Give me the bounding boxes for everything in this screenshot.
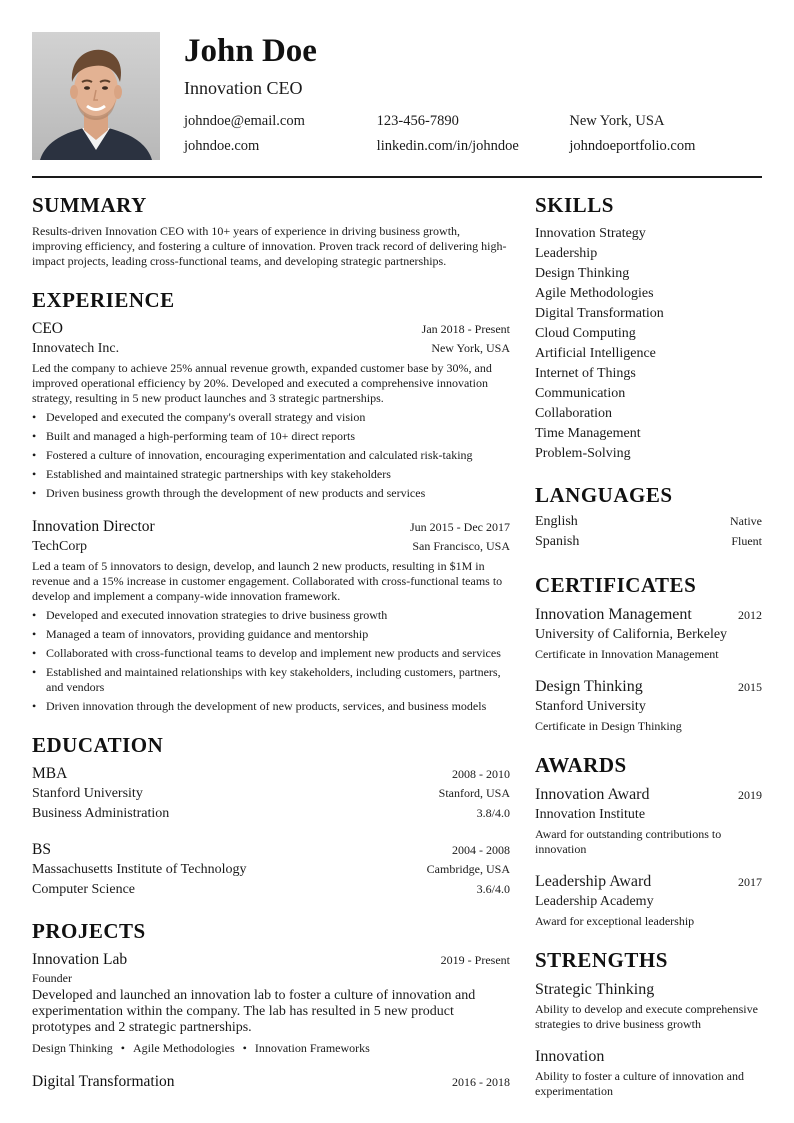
list-item: • Fostered a culture of innovation, encouraging experimentation and calculated risk-taking bbox=[32, 448, 510, 463]
section-title: SKILLS bbox=[535, 193, 614, 217]
section-title: LANGUAGES bbox=[535, 483, 673, 507]
project-name: Innovation Lab bbox=[32, 951, 128, 968]
skill-item: Collaboration bbox=[535, 406, 612, 421]
experience-entry bbox=[32, 517, 510, 714]
award-name: Leadership Award bbox=[535, 873, 652, 890]
list-item: • Managed a team of innovators, providing guidance and mentorship bbox=[32, 627, 510, 642]
project-tags bbox=[32, 1040, 510, 1056]
language-name: Spanish bbox=[535, 534, 580, 549]
certificate-entry bbox=[535, 604, 762, 662]
list-item: • Developed and executed innovation strategies to drive business growth bbox=[32, 608, 510, 623]
field-of-study: Business Administration bbox=[32, 806, 170, 821]
education-dates: 2008 - 2010 bbox=[452, 767, 510, 781]
languages-section bbox=[535, 482, 762, 554]
award-description: Award for exceptional leadership bbox=[535, 914, 695, 928]
certificate-name: Design Thinking bbox=[535, 678, 643, 695]
section-title: EDUCATION bbox=[32, 733, 164, 757]
list-item: • Established and maintained strategic partnerships with key stakeholders bbox=[32, 467, 510, 482]
job-description: Led the company to achieve 25% annual revenue growth, expanded customer base by 30%, and improved operational efficiency by 20%. Developed and executed a comprehensive innovation strategy, resulting in 5 new product launches and 3 strategic partnerships. bbox=[32, 361, 492, 405]
project-entry bbox=[32, 950, 510, 1056]
company-name: TechCorp bbox=[32, 539, 88, 554]
skill-item: Internet of Things bbox=[535, 366, 636, 381]
website-link[interactable]: johndoe.com bbox=[184, 138, 260, 154]
certificates-section bbox=[535, 572, 762, 734]
strength-name: Innovation bbox=[535, 1048, 605, 1065]
candidate-name: John Doe bbox=[184, 33, 317, 69]
experience-entry bbox=[32, 319, 510, 501]
email-link[interactable]: johndoe@email.com bbox=[184, 113, 305, 129]
strength-description: Ability to foster a culture of innovation and experimentation bbox=[535, 1069, 744, 1098]
job-description: Led a team of 5 innovators to design, develop, and launch 2 new products, resulting in $1M in revenue and a 15% increase in customer engagement. Collaborated with cross-functional teams to develop and implement a company-wide innovation framework. bbox=[32, 559, 503, 603]
field-of-study: Computer Science bbox=[32, 882, 136, 897]
strength-name: Strategic Thinking bbox=[535, 981, 655, 998]
project-entry bbox=[32, 1072, 510, 1092]
certificate-year: 2012 bbox=[738, 608, 762, 622]
section-title: SUMMARY bbox=[32, 193, 147, 217]
section-title: CERTIFICATES bbox=[535, 573, 697, 597]
strength-entry bbox=[535, 979, 762, 1032]
right-column bbox=[535, 192, 762, 1117]
job-dates: Jan 2018 - Present bbox=[421, 322, 510, 336]
location-text: New York, USA bbox=[569, 113, 665, 129]
award-year: 2017 bbox=[738, 875, 762, 889]
skill-item: Leadership bbox=[535, 246, 598, 261]
job-location: New York, USA bbox=[431, 341, 510, 355]
language-item bbox=[535, 534, 762, 554]
gpa-value: 3.6/4.0 bbox=[476, 882, 510, 896]
portrait-illustration bbox=[32, 32, 160, 160]
school-location: Stanford, USA bbox=[438, 786, 510, 800]
achievement-list bbox=[32, 410, 510, 501]
language-item bbox=[535, 514, 762, 534]
achievement-list bbox=[32, 608, 510, 714]
resume-header bbox=[32, 32, 762, 160]
skill-item: Problem-Solving bbox=[535, 446, 631, 461]
school-name: Massachusetts Institute of Technology bbox=[32, 862, 247, 877]
projects-section bbox=[32, 918, 510, 1092]
linkedin-link[interactable]: linkedin.com/in/johndoe bbox=[376, 138, 519, 154]
project-name: Digital Transformation bbox=[32, 1073, 175, 1090]
summary-section bbox=[32, 192, 510, 269]
language-name: English bbox=[535, 514, 578, 529]
tag: Innovation Frameworks bbox=[254, 1041, 370, 1055]
portfolio-link[interactable]: johndoeportfolio.com bbox=[569, 138, 696, 154]
job-location: San Francisco, USA bbox=[412, 539, 510, 553]
job-title: CEO bbox=[32, 320, 63, 337]
skill-item: Communication bbox=[535, 386, 626, 401]
certificate-issuer: Stanford University bbox=[535, 699, 646, 714]
list-item: • Established and maintained relationships with key stakeholders, including customers, partners, and vendors bbox=[32, 665, 510, 695]
award-year: 2019 bbox=[738, 788, 762, 802]
skills-section bbox=[535, 192, 762, 464]
left-column bbox=[32, 192, 510, 1110]
project-dates: 2016 - 2018 bbox=[452, 1075, 510, 1089]
profile-photo bbox=[32, 32, 160, 160]
education-entry bbox=[32, 764, 510, 824]
skill-item: Time Management bbox=[535, 426, 641, 441]
phone-number[interactable]: 123-456-7890 bbox=[376, 113, 459, 129]
job-title: Innovation Director bbox=[32, 518, 155, 535]
list-item: • Developed and executed the company's overall strategy and vision bbox=[32, 410, 510, 425]
gpa-value: 3.8/4.0 bbox=[476, 806, 510, 820]
candidate-role: Innovation CEO bbox=[184, 78, 303, 98]
award-description: Award for outstanding contributions to innovation bbox=[535, 827, 722, 856]
tag: Design Thinking bbox=[32, 1041, 113, 1055]
section-title: EXPERIENCE bbox=[32, 288, 175, 312]
language-level: Native bbox=[730, 514, 762, 528]
list-item: • Built and managed a high-performing team of 10+ direct reports bbox=[32, 429, 510, 444]
education-section bbox=[32, 732, 510, 900]
tag-separator: • bbox=[120, 1041, 125, 1055]
strength-entry bbox=[535, 1046, 762, 1099]
certificate-description: Certificate in Design Thinking bbox=[535, 719, 682, 733]
tag-separator: • bbox=[242, 1041, 247, 1055]
award-entry bbox=[535, 871, 762, 929]
skill-item: Innovation Strategy bbox=[535, 226, 646, 241]
job-dates: Jun 2015 - Dec 2017 bbox=[410, 520, 510, 534]
tag: Agile Methodologies bbox=[132, 1041, 235, 1055]
award-issuer: Innovation Institute bbox=[535, 807, 646, 822]
section-title: PROJECTS bbox=[32, 919, 146, 943]
summary-text: Results-driven Innovation CEO with 10+ years of experience in driving business growth, improving efficiency, and fostering a culture of innovation. Proven track record of delivering high-impact projects, leading cross-functional teams, and developing strategic partnerships. bbox=[32, 224, 507, 268]
award-issuer: Leadership Academy bbox=[535, 894, 654, 909]
award-name: Innovation Award bbox=[535, 786, 650, 803]
experience-section bbox=[32, 287, 510, 714]
project-dates: 2019 - Present bbox=[440, 953, 510, 967]
certificate-year: 2015 bbox=[738, 680, 762, 694]
award-entry bbox=[535, 784, 762, 857]
certificate-name: Innovation Management bbox=[535, 606, 692, 623]
list-item: • Driven business growth through the development of new products and services bbox=[32, 486, 510, 501]
list-item: • Driven innovation through the development of new products, services, and business models bbox=[32, 699, 510, 714]
section-title: STRENGTHS bbox=[535, 948, 668, 972]
list-item: • Collaborated with cross-functional teams to develop and implement new products and services bbox=[32, 646, 510, 661]
project-role: Founder bbox=[32, 971, 72, 985]
certificate-description: Certificate in Innovation Management bbox=[535, 647, 719, 661]
skill-item: Artificial Intelligence bbox=[535, 346, 656, 361]
skill-item: Cloud Computing bbox=[535, 326, 636, 341]
strengths-section bbox=[535, 947, 762, 1099]
company-name: Innovatech Inc. bbox=[32, 341, 120, 356]
skill-item: Design Thinking bbox=[535, 266, 630, 281]
skill-item: Agile Methodologies bbox=[535, 286, 654, 301]
section-title: AWARDS bbox=[535, 753, 627, 777]
school-name: Stanford University bbox=[32, 786, 143, 801]
contact-info bbox=[184, 109, 762, 159]
project-description: Developed and launched an innovation lab to foster a culture of innovation and experimentation within the company. The lab has resulted in 5 new product prototypes and 2 strategic partnerships. bbox=[32, 988, 476, 1035]
certificate-entry bbox=[535, 676, 762, 734]
education-dates: 2004 - 2008 bbox=[452, 843, 510, 857]
contact-row bbox=[184, 134, 762, 159]
strength-description: Ability to develop and execute comprehensive strategies to drive business growth bbox=[535, 1002, 758, 1031]
education-entry bbox=[32, 840, 510, 900]
awards-section bbox=[535, 752, 762, 929]
language-level: Fluent bbox=[731, 534, 762, 548]
skill-item: Digital Transformation bbox=[535, 306, 664, 321]
degree-name: BS bbox=[32, 841, 51, 858]
school-location: Cambridge, USA bbox=[426, 862, 510, 876]
header-divider bbox=[32, 176, 762, 178]
certificate-issuer: University of California, Berkeley bbox=[535, 627, 728, 642]
contact-row bbox=[184, 109, 762, 134]
degree-name: MBA bbox=[32, 765, 68, 782]
